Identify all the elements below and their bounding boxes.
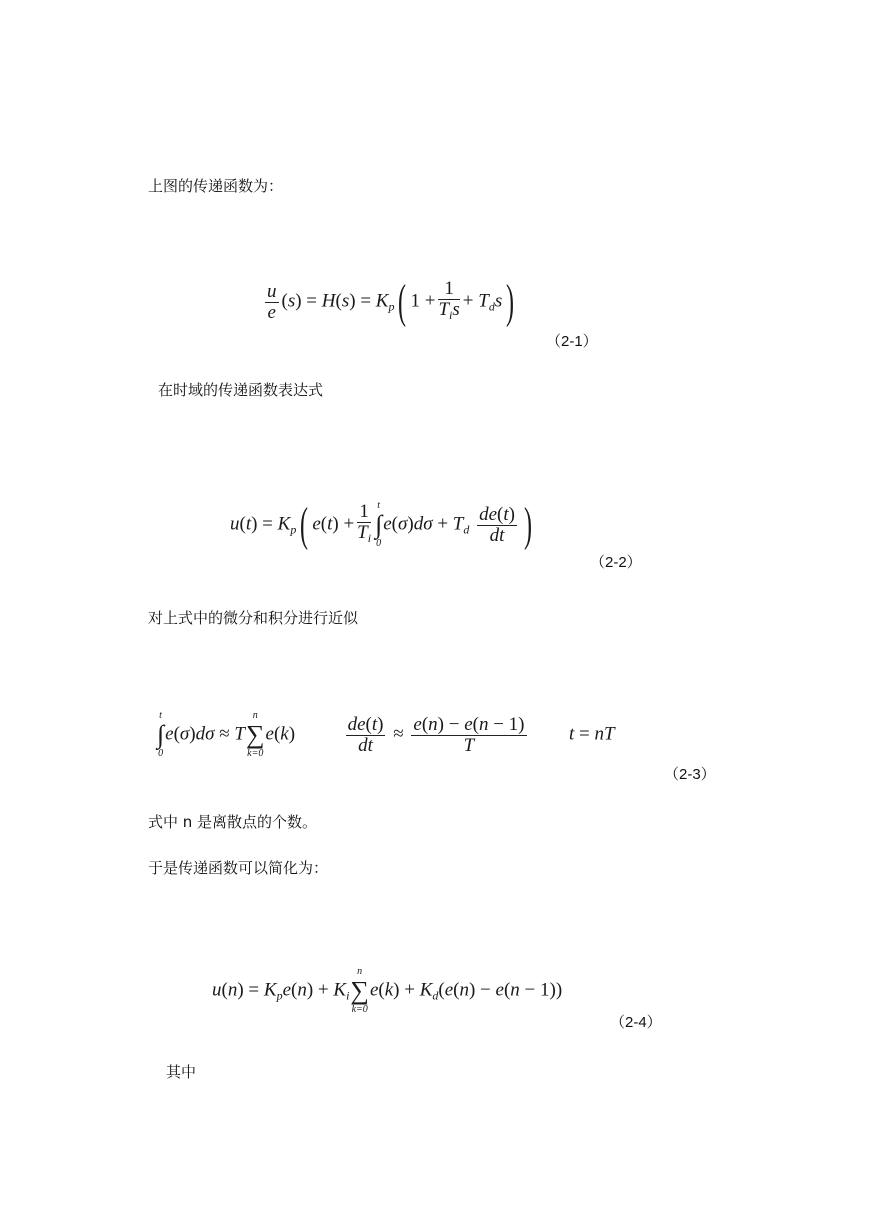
equation-2-2: $u(t) = K_p$( e(t) + $\frac{1}{T_i}$ t ∫ 0 $e(\sigma)d\sigma + T_d$ $\frac{de(t)}{dt}$ ): [230, 498, 532, 551]
equation-number-2-4: （2-4）: [610, 1014, 662, 1031]
equation-2-3: t ∫ 0 e(σ)dσ ≈ T n ∑ k=0 e(k) $\frac{de(t)}{dt}$ ≈ $\frac{e(n) - e(n - 1)}{T}$ t = nT: [157, 710, 615, 759]
intro-transfer-function-text: 上图的传递函数为：: [148, 177, 284, 195]
where-text: 其中: [166, 1063, 197, 1081]
discrete-points-text: 式中 n 是离散点的个数。: [148, 813, 318, 831]
equation-number-2-3: （2-3）: [664, 766, 716, 783]
equation-number-2-1: （2-1）: [546, 333, 598, 350]
simplified-text: 于是传递函数可以简化为：: [148, 859, 329, 877]
equation-2-1: $\frac{u}{e}$ $(s) = H(s) = K_p$( 1 + $\frac{1}{T_is}$ + $T_ds$): [267, 275, 515, 328]
equation-number-2-2: （2-2）: [590, 554, 642, 571]
approximation-text: 对上式中的微分和积分进行近似: [148, 609, 359, 627]
time-domain-text: 在时域的传递函数表达式: [158, 381, 324, 399]
equation-2-4: $u(n) = K_pe(n) + K_i$ n ∑ k=0 $e(k) + K_d(e(n) - e(n - 1))$: [212, 966, 563, 1015]
